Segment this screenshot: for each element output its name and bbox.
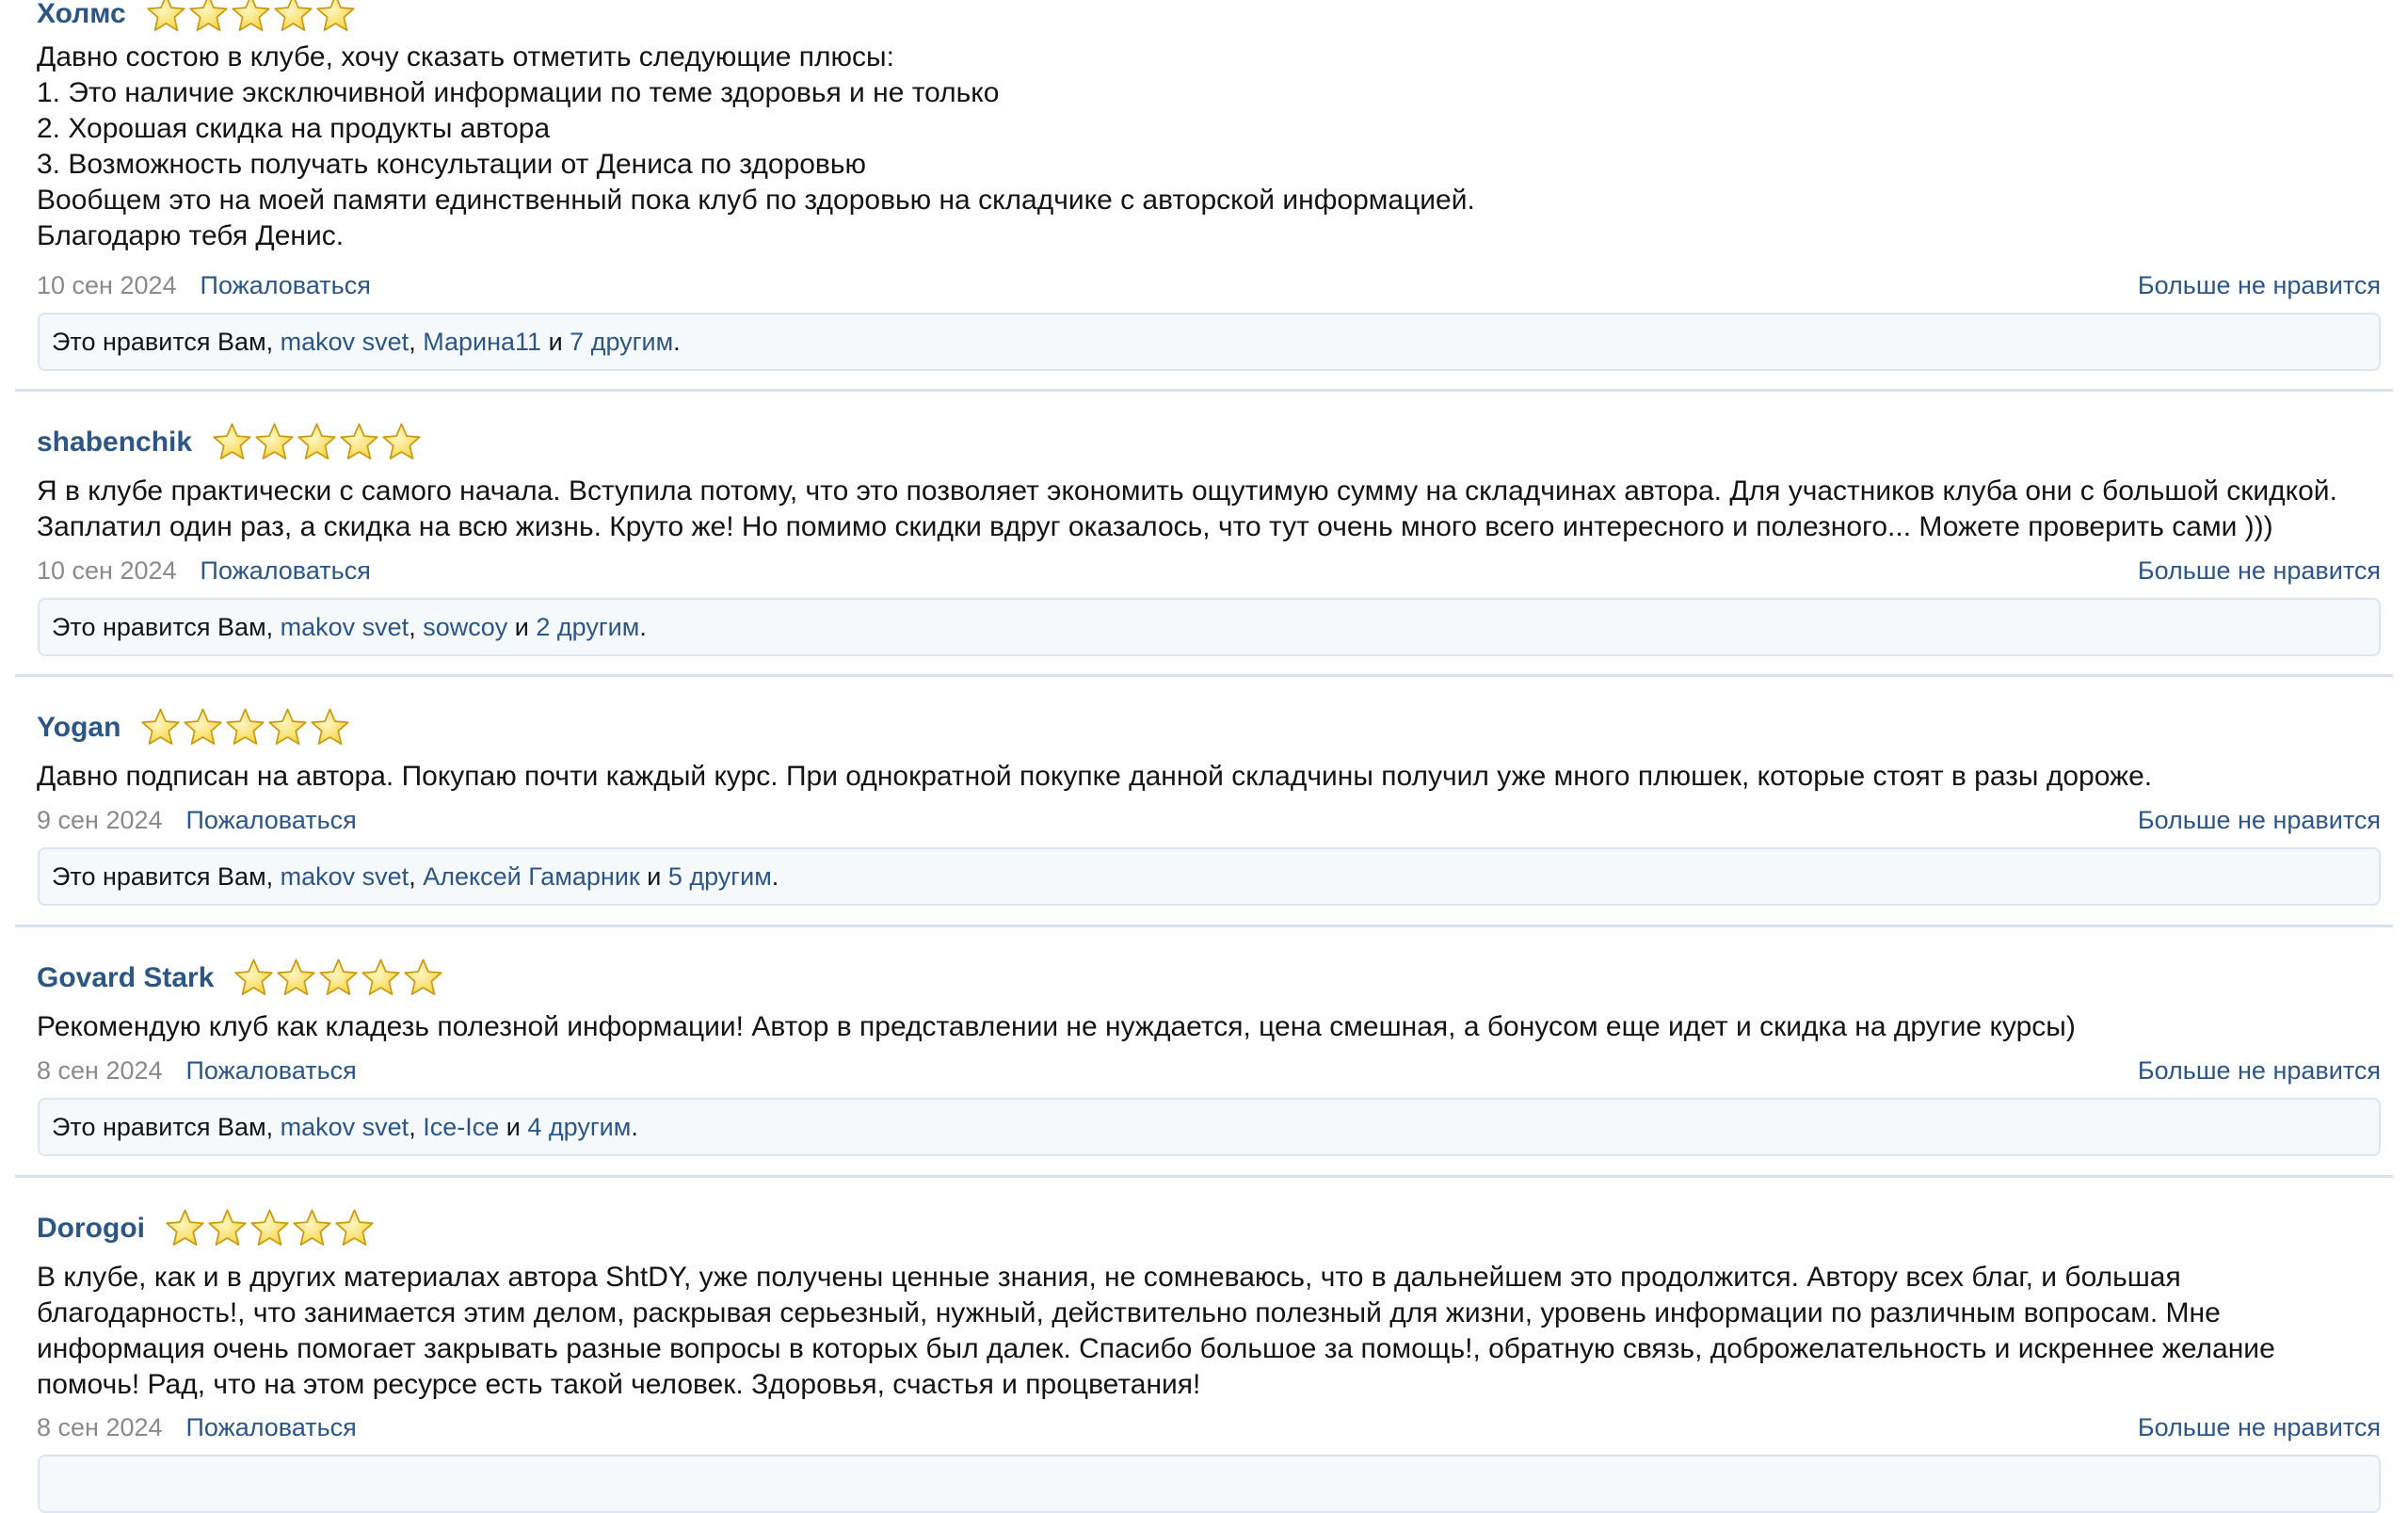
author-link[interactable]: Yogan xyxy=(37,711,121,743)
review-date: 8 сен 2024 xyxy=(37,1413,163,1441)
likes-period: . xyxy=(639,613,647,641)
likes-prefix: Это нравится Вам, xyxy=(52,613,281,641)
rating-stars xyxy=(139,706,351,748)
liker-link[interactable]: makov svet xyxy=(280,613,409,641)
review-item xyxy=(15,1175,2393,1486)
star-icon xyxy=(164,1207,206,1249)
star-icon xyxy=(139,706,182,748)
review-text-line: 1. Это наличие эксключивной информации по теме здоровья и не только xyxy=(37,77,1000,108)
likes-separator: , xyxy=(409,862,424,891)
star-icon xyxy=(402,957,444,999)
star-icon xyxy=(333,1207,376,1249)
review-text xyxy=(37,474,2371,545)
review-date: 10 сен 2024 xyxy=(37,271,177,299)
review-header xyxy=(37,0,357,35)
star-icon xyxy=(211,421,253,463)
star-icon xyxy=(145,0,187,35)
review-text-line: информация очень помогает закрывать разные вопросы в которых был далек. Спасибо большое за помощь!, обратную связь, доброжелательность и искреннее желание xyxy=(37,1333,2275,1364)
review-text xyxy=(37,1260,2371,1403)
rating-stars xyxy=(145,0,357,35)
liker-link[interactable]: Марина11 xyxy=(423,328,542,356)
review-text-line: Вообщем это на моей памяти единственный пока клуб по здоровью на складчике с авторской информацией. xyxy=(37,185,1475,216)
likes-others-link[interactable]: 4 другим xyxy=(527,1113,632,1141)
star-icon xyxy=(206,1207,249,1249)
review-meta xyxy=(37,1412,2381,1442)
author-link[interactable]: Govard Stark xyxy=(37,961,215,993)
review-text-line: В клубе, как и в других материалах автора ShtDY, уже получены ценные знания, не сомневаюсь, что в дальнейшем это продолжится. Автору всех благ, и большая xyxy=(37,1262,2181,1293)
review-text-line: Благодарю тебя Денис. xyxy=(37,220,345,251)
star-icon xyxy=(360,957,402,999)
review-text-line: Давно подписан на автора. Покупаю почти каждый курс. При однократной покупке данной складчины получил уже много плюшек, которые стоят в разы дороже. xyxy=(37,761,2153,792)
star-icon xyxy=(266,706,309,748)
likes-summary xyxy=(38,1455,2381,1513)
star-icon xyxy=(380,421,423,463)
unlike-button[interactable]: Больше не нравится xyxy=(2137,1056,2381,1085)
liker-link[interactable]: makov svet xyxy=(280,328,409,356)
star-icon xyxy=(224,706,266,748)
author-link[interactable]: Холмс xyxy=(37,0,126,29)
star-icon xyxy=(249,1207,291,1249)
likes-summary xyxy=(38,1098,2381,1156)
star-icon xyxy=(233,957,275,999)
likes-summary xyxy=(38,598,2381,656)
report-button[interactable]: Пожаловаться xyxy=(200,271,371,299)
rating-stars xyxy=(233,957,444,999)
star-icon xyxy=(253,421,296,463)
likes-summary xyxy=(38,847,2381,906)
report-button[interactable]: Пожаловаться xyxy=(185,806,357,834)
unlike-button[interactable]: Больше не нравится xyxy=(2137,806,2381,834)
unlike-button[interactable]: Больше не нравится xyxy=(2137,271,2381,299)
likes-separator: , xyxy=(409,328,424,356)
likes-period: . xyxy=(673,328,681,356)
unlike-button[interactable]: Больше не нравится xyxy=(2137,1413,2381,1441)
report-button[interactable]: Пожаловаться xyxy=(185,1056,357,1085)
rating-stars xyxy=(211,421,423,463)
review-text-line: Заплатил один раз, а скидка на всю жизнь. Круто же! Но помимо скидки вдруг оказалось, что тут очень много всего интересного и полезного... Можете проверить сами ))) xyxy=(37,511,2273,542)
author-link[interactable]: Dorogoi xyxy=(37,1212,145,1244)
review-item xyxy=(15,925,2393,1178)
star-icon xyxy=(314,0,357,35)
likes-and: и xyxy=(507,613,537,641)
likes-others-link[interactable]: 7 другим xyxy=(570,328,674,356)
review-header xyxy=(37,706,351,748)
review-text-line: помочь! Рад, что на этом ресурсе есть такой человек. Здоровья, счастья и процветания! xyxy=(37,1369,1201,1400)
star-icon xyxy=(317,957,360,999)
review-text-line: 2. Хорошая скидка на продукты автора xyxy=(37,113,551,144)
review-item xyxy=(15,0,2393,392)
report-button[interactable]: Пожаловаться xyxy=(185,1413,357,1441)
likes-others-link[interactable]: 5 другим xyxy=(667,862,772,891)
review-meta xyxy=(37,1055,2381,1086)
review-item xyxy=(15,674,2393,927)
author-link[interactable]: shabenchik xyxy=(37,426,193,458)
likes-separator: , xyxy=(409,1113,424,1141)
liker-link[interactable]: Ice-Ice xyxy=(423,1113,500,1141)
likes-prefix: Это нравится Вам, xyxy=(52,328,281,356)
likes-separator: , xyxy=(409,613,424,641)
star-icon xyxy=(296,421,338,463)
star-icon xyxy=(309,706,351,748)
star-icon xyxy=(338,421,380,463)
review-text-line: 3. Возможность получать консультации от Дениса по здоровью xyxy=(37,149,867,180)
report-button[interactable]: Пожаловаться xyxy=(200,556,371,585)
likes-and: и xyxy=(541,328,570,356)
likes-prefix: Это нравится Вам, xyxy=(52,1113,281,1141)
review-text-line: Рекомендую клуб как кладезь полезной информации! Автор в представлении не нуждается, цена смешная, а бонусом еще идет и скидка на другие курсы) xyxy=(37,1011,2076,1042)
review-date: 10 сен 2024 xyxy=(37,556,177,585)
likes-period: . xyxy=(771,862,779,891)
star-icon xyxy=(182,706,224,748)
star-icon xyxy=(187,0,230,35)
review-text-line: Я в клубе практически с самого начала. Вступила потому, что это позволяет экономить ощутимую сумму на складчинах автора. Для участников клуба они с большой скидкой. xyxy=(37,475,2337,507)
star-icon xyxy=(230,0,272,35)
liker-link[interactable]: makov svet xyxy=(280,1113,409,1141)
likes-and: и xyxy=(639,862,668,891)
liker-link[interactable]: sowcoy xyxy=(423,613,508,641)
review-text-line: благодарность!, что занимается этим делом, раскрывая серьезный, нужный, действительно полезный для жизни, уровень информации по различным вопросам. Мне xyxy=(37,1297,2221,1328)
star-icon xyxy=(291,1207,333,1249)
review-item xyxy=(15,389,2393,677)
review-meta xyxy=(37,555,2381,586)
review-text-line: Давно состою в клубе, хочу сказать отметить следующие плюсы: xyxy=(37,41,894,72)
review-date: 9 сен 2024 xyxy=(37,806,163,834)
review-meta xyxy=(37,805,2381,835)
star-icon xyxy=(275,957,317,999)
likes-summary xyxy=(38,313,2381,371)
review-text xyxy=(37,40,2371,254)
review-header xyxy=(37,957,444,999)
likes-period: . xyxy=(631,1113,638,1141)
likes-others-link[interactable]: 2 другим xyxy=(536,613,640,641)
review-date: 8 сен 2024 xyxy=(37,1056,163,1085)
review-text xyxy=(37,1009,2371,1045)
likes-and: и xyxy=(499,1113,528,1141)
likes-prefix: Это нравится Вам, xyxy=(52,862,281,891)
liker-link[interactable]: Алексей Гамарник xyxy=(423,862,640,891)
liker-link[interactable]: makov svet xyxy=(280,862,409,891)
rating-stars xyxy=(164,1207,376,1249)
review-meta xyxy=(37,270,2381,300)
review-text xyxy=(37,759,2371,795)
unlike-button[interactable]: Больше не нравится xyxy=(2137,556,2381,585)
review-header xyxy=(37,421,423,463)
review-header xyxy=(37,1207,376,1249)
star-icon xyxy=(272,0,314,35)
